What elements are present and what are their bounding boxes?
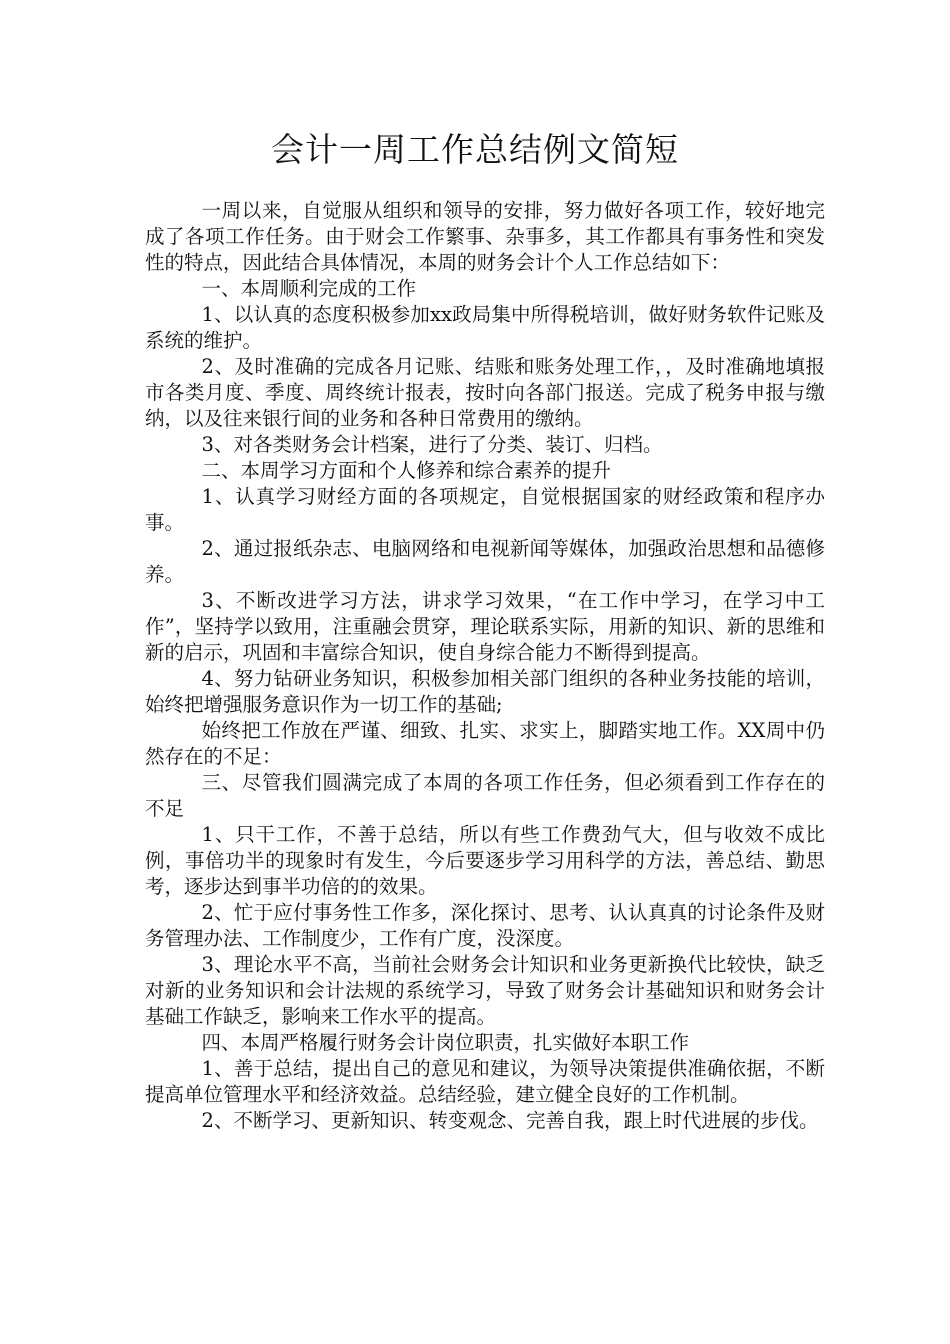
section-heading-2: 二、本周学习方面和个人修养和综合素养的提升 xyxy=(201,459,612,482)
paragraph: 2、不断学习、更新知识、转变观念、完善自我，跟上时代进展的步伐。 xyxy=(201,1109,819,1132)
paragraph: 4、努力钻研业务知识，积极参加相关部门组织的各种业务技能的培训，始终把增强服务意识作为一切工作的基础; xyxy=(145,667,825,716)
paragraph: 3、不断改进学习方法，讲求学习效果，“在工作中学习，在学习中工作”，坚持学以致用，注重融会贯穿，理论联系实际，用新的知识、新的思维和新的启示，巩固和丰富综合知识，使自身综合能力不断得到提高。 xyxy=(145,589,825,664)
paragraph-intro: 一周以来，自觉服从组织和领导的安排，努力做好各项工作，较好地完成了各项工作任务。由于财会工作繁事、杂事多，其工作都具有事务性和突发性的特点，因此结合具体情况，本周的财务会计个人工作总结如下： xyxy=(145,199,825,274)
section-heading-3: 三、尽管我们圆满完成了本周的各项工作任务，但必须看到工作存在的不足 xyxy=(145,771,825,820)
paragraph: 1、认真学习财经方面的各项规定，自觉根据国家的财经政策和程序办事。 xyxy=(145,485,825,534)
paragraph: 2、及时准确的完成各月记账、结账和账务处理工作，，及时准确地填报市各类月度、季度、周终统计报表，按时向各部门报送。完成了税务申报与缴纳，以及往来银行间的业务和各种日常费用的缴纳。 xyxy=(145,355,825,430)
section-heading-4: 四、本周严格履行财务会计岗位职责，扎实做好本职工作 xyxy=(201,1031,690,1054)
paragraph: 2、通过报纸杂志、电脑网络和电视新闻等媒体，加强政治思想和品德修养。 xyxy=(145,537,825,586)
paragraph: 1、只干工作，不善于总结，所以有些工作费劲气大，但与收效不成比例，事倍功半的现象时有发生，今后要逐步学习用科学的方法，善总结、勤思考，逐步达到事半功倍的的效果。 xyxy=(145,823,825,898)
paragraph: 1、以认真的态度积极参加xx政局集中所得税培训，做好财务软件记账及系统的维护。 xyxy=(145,303,825,352)
paragraph: 3、理论水平不高，当前社会财务会计知识和业务更新换代比较快，缺乏对新的业务知识和会计法规的系统学习，导致了财务会计基础知识和财务会计基础工作缺乏，影响来工作水平的提高。 xyxy=(145,953,825,1028)
paragraph: 始终把工作放在严谨、细致、扎实、求实上，脚踏实地工作。XX周中仍然存在的不足： xyxy=(145,719,825,768)
section-heading-1: 一、本周顺利完成的工作 xyxy=(201,277,417,300)
document-title: 会计一周工作总结例文简短 xyxy=(271,130,679,169)
document-body xyxy=(145,198,825,1134)
paragraph: 3、对各类财务会计档案，进行了分类、装订、归档。 xyxy=(201,433,663,456)
paragraph: 1、善于总结，提出自己的意见和建议，为领导决策提供准确依据，不断提高单位管理水平和经济效益。总结经验，建立健全良好的工作机制。 xyxy=(145,1057,825,1106)
paragraph: 2、忙于应付事务性工作多，深化探讨、思考、认认真真的讨论条件及财务管理办法、工作制度少，工作有广度，没深度。 xyxy=(145,901,825,950)
